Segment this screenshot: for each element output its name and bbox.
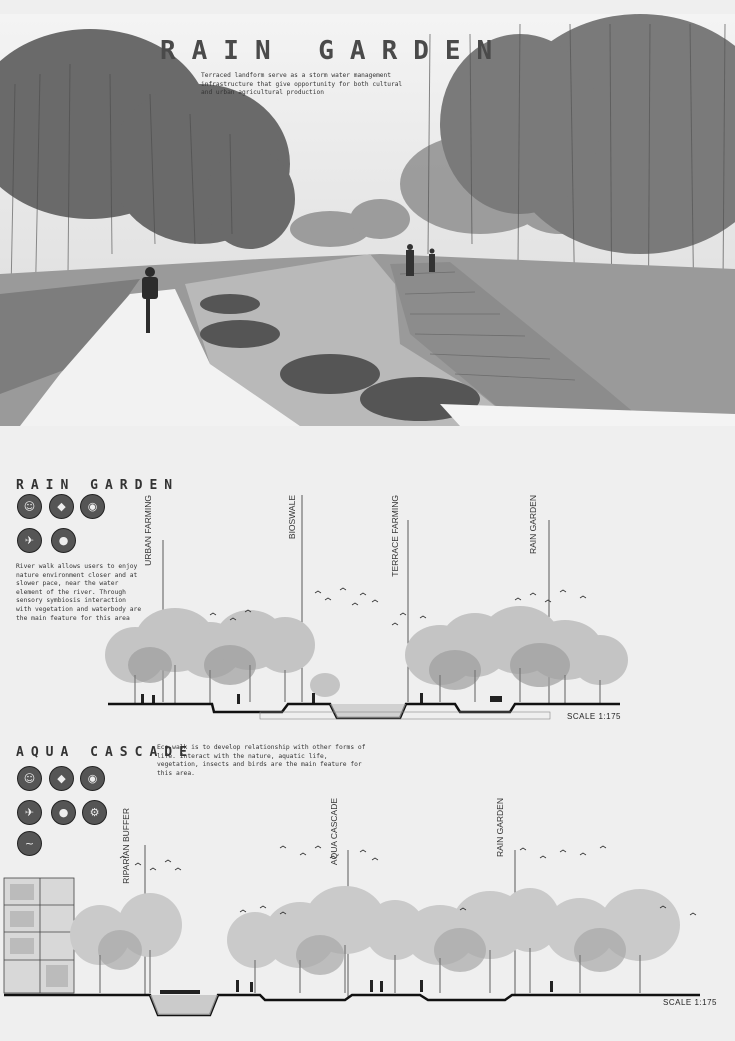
turtle-icon: ● (51, 528, 76, 553)
fish-icon: ◆ (49, 766, 74, 791)
hero-title: RAIN GARDEN (160, 36, 509, 66)
section2-title: AQUA CASCADE (16, 745, 194, 760)
people-icon: ☺ (17, 766, 42, 791)
section1-scale: SCALE 1:175 (567, 712, 621, 721)
turtle-icon: ● (51, 800, 76, 825)
label-riparian-buffer: RIPARIAN BUFFER (121, 808, 131, 884)
label-bioswale: BIOSWALE (287, 495, 297, 540)
section1-title: RAIN GARDEN (16, 478, 180, 493)
camera-icon: ◉ (80, 766, 105, 791)
people-icon: ☺ (17, 494, 42, 519)
bird-icon: ✈ (17, 800, 42, 825)
label-rain-garden-2: RAIN GARDEN (495, 798, 505, 858)
bird-icon: ✈ (17, 528, 42, 553)
section1-drawing (0, 490, 735, 730)
camera-icon: ◉ (80, 494, 105, 519)
label-rain-garden: RAIN GARDEN (528, 495, 538, 555)
fish-icon: ◆ (49, 494, 74, 519)
bicycle-icon: ⚙ (82, 800, 107, 825)
label-urban-farming: URBAN FARMING (143, 495, 153, 566)
section2-description: Eco-walk is to develop relationship with other forms of life. Interact with the nature, aquatic life, vegetation, insects and birds are the main feature for this area. (157, 744, 366, 777)
swimmer-icon: ~ (17, 831, 42, 856)
section2-drawing (0, 840, 735, 1025)
hero-rendering (0, 14, 735, 426)
section2-scale: SCALE 1:175 (663, 998, 717, 1007)
label-aqua-cascade: AQUA CASCADE (329, 798, 339, 866)
label-terrace-farming: TERRACE FARMING (390, 495, 400, 577)
section1-description: River walk allows users to enjoy nature environment closer and at slower pace, near the water element of the river. Through sensory symbiosis interaction with vegetation and waterbody are the main feature for this area (16, 563, 142, 622)
hero-subtitle: Terraced landform serve as a storm water management infrastructure that give opportunity for both cultural and urban agricultural production (201, 72, 403, 96)
